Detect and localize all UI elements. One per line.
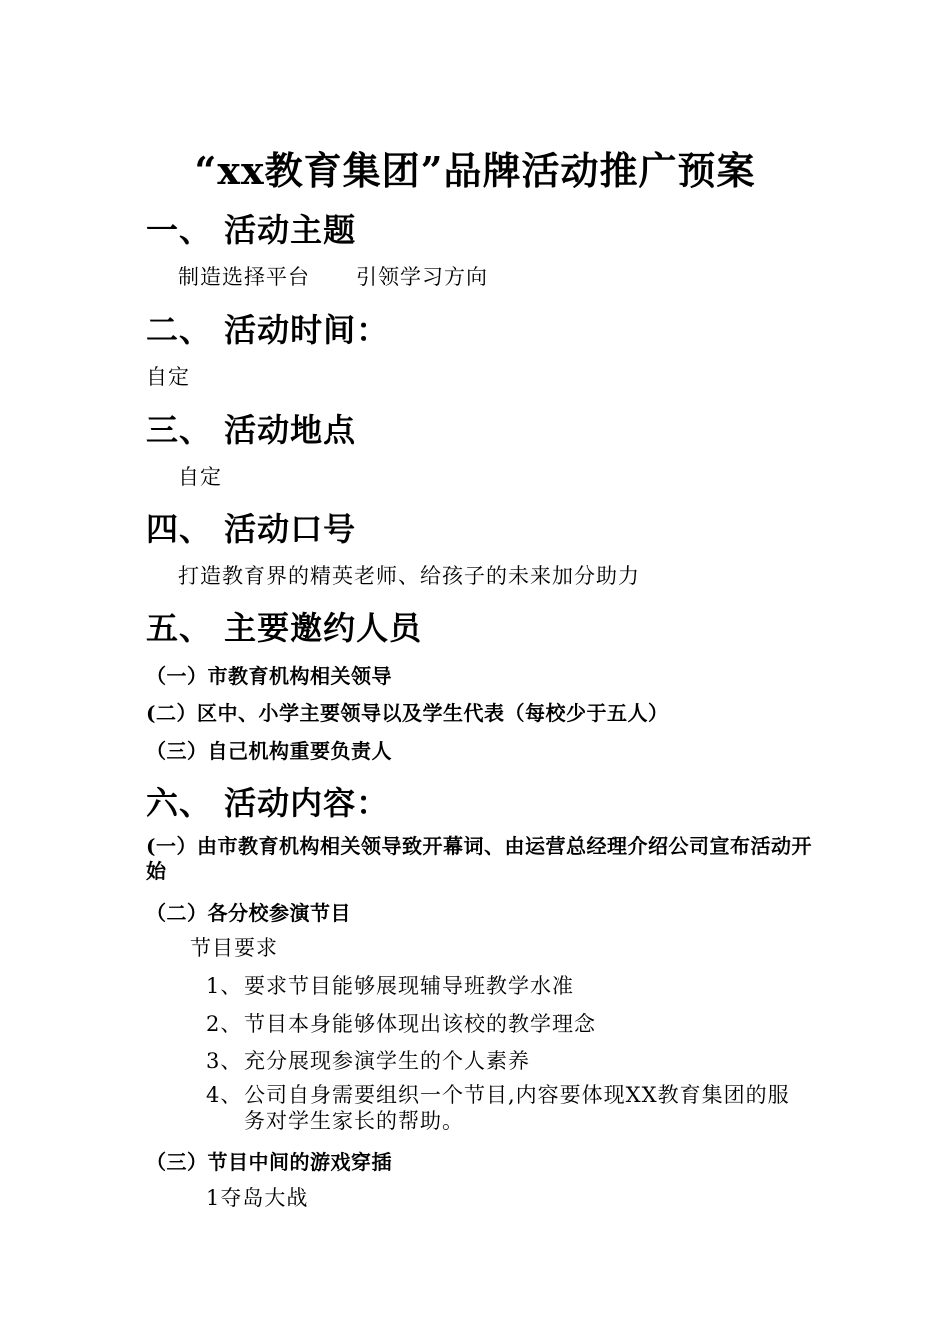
requirement-item-4 [206, 1082, 806, 1134]
section-content-location: 自定 [178, 465, 222, 489]
requirement-number: 2、 [206, 1012, 243, 1036]
content-sub-2: （二）各分校参演节目 [146, 901, 351, 925]
content-sub-1: (一）由市教育机构相关领导致开幕词、由运营总经理介绍公司宣布活动开始 [146, 834, 812, 883]
requirement-text: 充分展现参演学生的个人素养 [244, 1049, 530, 1073]
section-content-time: 自定 [146, 365, 190, 389]
requirement-item-2 [206, 1008, 596, 1038]
invitee-item-2: (二）区中、小学主要领导以及学生代表（每校少于五人） [146, 701, 669, 725]
document-title: “xx教育集团”品牌活动推广预案 [194, 148, 756, 193]
requirement-item-1 [206, 970, 574, 1000]
requirement-number: 3、 [206, 1049, 243, 1073]
game-item-1: 1夺岛大战 [206, 1186, 309, 1210]
content-sub-3: （三）节目中间的游戏穿插 [146, 1150, 392, 1174]
section-heading-slogan: 四、 活动口号 [146, 510, 357, 548]
section-heading-theme: 一、 活动主题 [146, 211, 357, 249]
section-heading-invitees: 五、 主要邀约人员 [146, 609, 423, 647]
requirement-text: 节目本身能够体现出该校的教学理念 [244, 1012, 596, 1036]
invitee-item-3: （三）自己机构重要负责人 [146, 739, 392, 763]
invitee-item-1: （一）市教育机构相关领导 [146, 664, 392, 688]
section-heading-content: 六、 活动内容： [146, 784, 390, 822]
section-heading-time: 二、 活动时间： [146, 311, 390, 349]
section-content-theme: 制造选择平台 引领学习方向 [178, 265, 489, 289]
requirement-text: 公司自身需要组织一个节目,内容要体现XX教育集团的服务对学生家长的帮助。 [244, 1083, 790, 1133]
requirement-text: 要求节目能够展现辅导班教学水准 [244, 974, 574, 998]
program-requirements-label: 节目要求 [190, 936, 278, 960]
section-content-slogan: 打造教育界的精英老师、给孩子的未来加分助力 [178, 564, 640, 588]
requirement-item-3 [206, 1045, 530, 1075]
section-heading-location: 三、 活动地点 [146, 411, 357, 449]
requirement-number: 4、 [206, 1083, 243, 1107]
requirement-number: 1、 [206, 974, 243, 998]
